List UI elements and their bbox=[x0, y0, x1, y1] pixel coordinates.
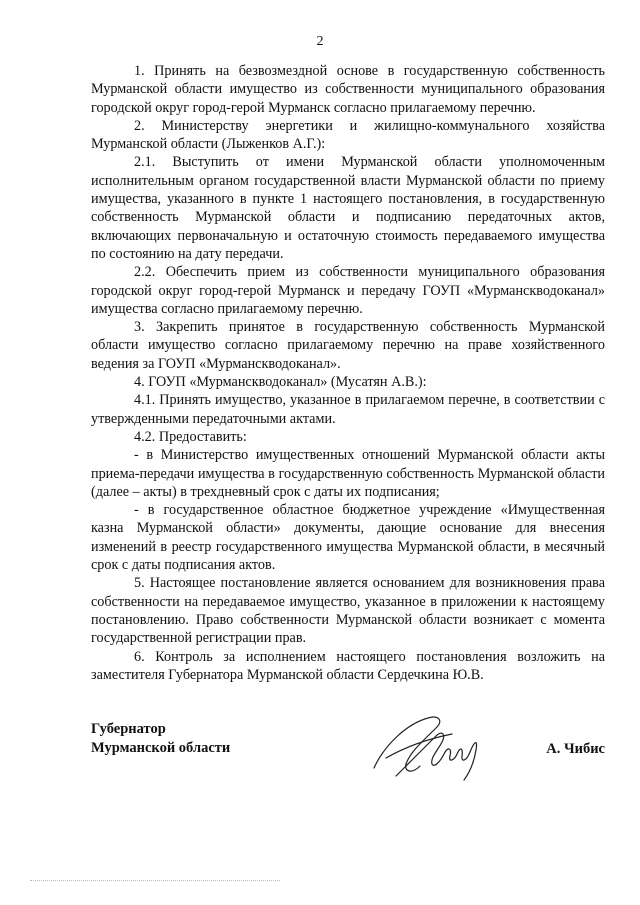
paragraph-4-2-item-2: - в государственное областное бюджетное учреждение «Имущественная казна Мурманской области» документы, дающие основание для внесения изменений в реестр государственного имущества Мурманской области, в месячный срок с даты подписания актов. bbox=[91, 502, 605, 574]
paragraph-4-1: 4.1. Принять имущество, указанное в прилагаемом перечне, в соответствии с утвержденными передаточными актами. bbox=[91, 392, 605, 427]
signatory-name: А. Чибис bbox=[546, 741, 605, 757]
signatory-title-line-2: Мурманской области bbox=[91, 740, 231, 756]
paragraph-4-2-item-1: - в Министерство имущественных отношений Мурманской области акты приема-передачи имущества в государственную собственность Мурманской области (далее – акты) в трехдневный срок с даты их подписания; bbox=[91, 447, 605, 500]
document-body bbox=[91, 62, 605, 684]
paragraph-1: 1. Принять на безвозмездной основе в государственную собственность Мурманской области имущество из собственности муниципального образования городской округ город-герой Мурманск согласно прилагаемому перечню. bbox=[91, 63, 605, 116]
paragraph-2: 2. Министерству энергетики и жилищно-коммунального хозяйства Мурманской области (Лыженков А.Г.): bbox=[91, 117, 605, 153]
paragraph-2-1: 2.1. Выступить от имени Мурманской области уполномоченным исполнительным органом государственной власти Мурманской области по приему имущества, указанного в пункте 1 настоящего постановления, в государственную собственность Мурманской области и подписанию передаточных актов, включающих первоначальную и остаточную стоимость передаваемого имущества по состоянию на дату передачи. bbox=[91, 154, 605, 262]
paragraph-6: 6. Контроль за исполнением настоящего постановления возложить на заместителя Губернатора Мурманской области Сердечкина Ю.В. bbox=[91, 648, 605, 683]
paragraph-3: 3. Закрепить принятое в государственную собственность Мурманской области имущество согласно прилагаемому перечню на праве хозяйственного ведения за ГОУП «Мурманскводоканал». bbox=[91, 319, 605, 372]
paragraph-4-2: 4.2. Предоставить: bbox=[134, 428, 247, 445]
handwritten-signature bbox=[366, 706, 496, 786]
paragraph-5: 5. Настоящее постановление является основанием для возникновения права собственности на передаваемое имущество, указанное в приложении к настоящему постановлению. Право собственности Мурманской области возникает с момента государственной регистрации прав. bbox=[91, 575, 605, 647]
page-number: 2 bbox=[316, 34, 324, 49]
footer-divider bbox=[30, 880, 280, 881]
signatory-title-line-1: Губернатор bbox=[91, 721, 166, 737]
paragraph-4: 4. ГОУП «Мурманскводоканал» (Мусатян А.В.): bbox=[134, 374, 427, 391]
signature-block bbox=[91, 720, 605, 790]
signatory-title bbox=[91, 720, 230, 758]
paragraph-2-2: 2.2. Обеспечить прием из собственности муниципального образования городской округ город-герой Мурманск и передачу ГОУП «Мурманскводоканал» имущества согласно прилагаемому перечню. bbox=[91, 264, 605, 317]
